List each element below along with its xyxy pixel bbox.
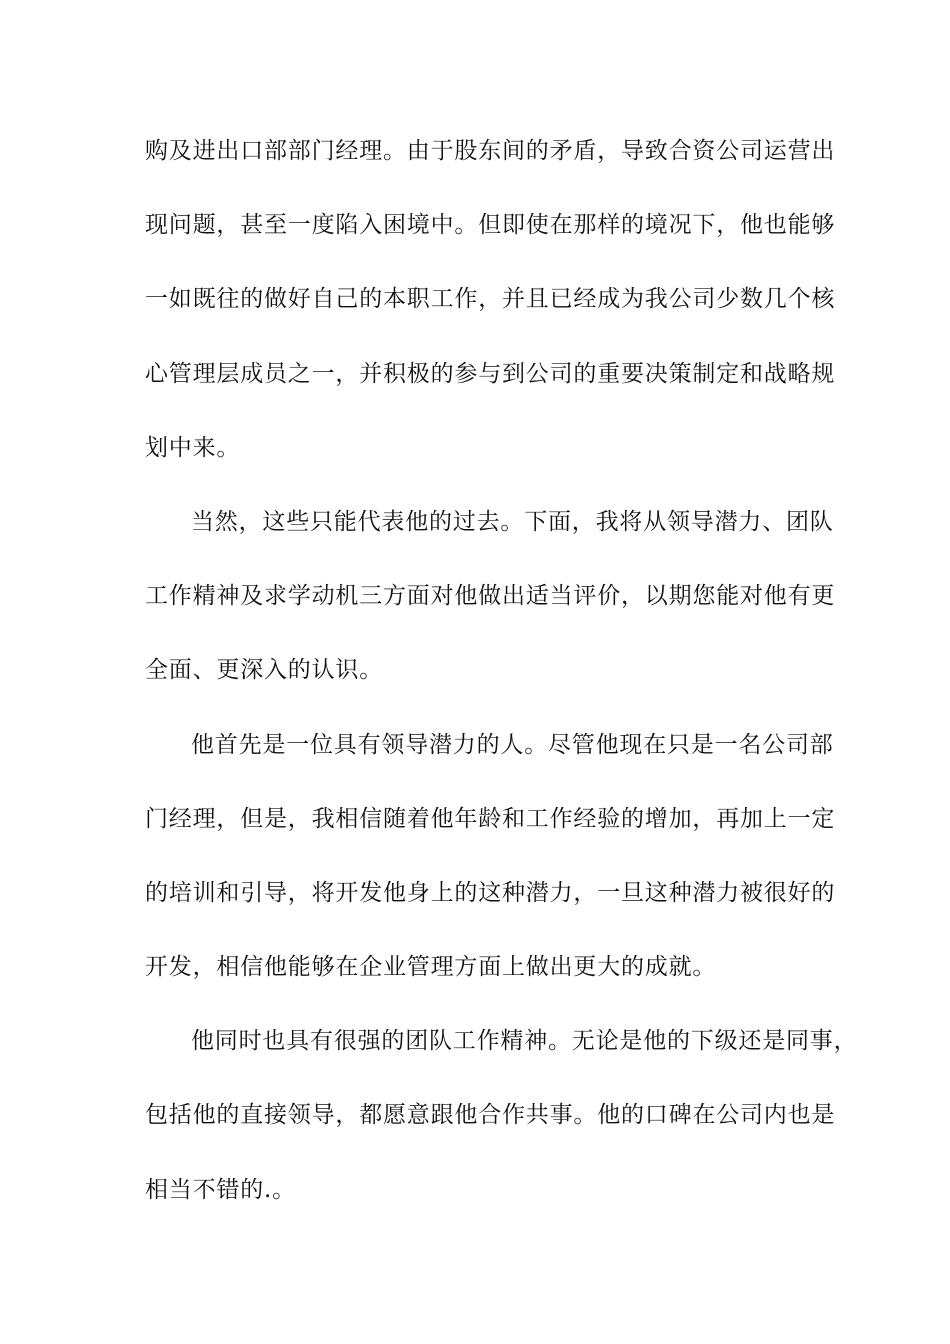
text-line: 工作精神及求学动机三方面对他做出适当评价，以期您能对他有更 — [145, 583, 836, 610]
text-line: 相当不错的.。 — [145, 1176, 296, 1203]
text-line: 包括他的直接领导，都愿意跟他合作共事。他的口碑在公司内也是 — [145, 1102, 836, 1129]
text-line: 的培训和引导，将开发他身上的这种潜力，一旦这种潜力被很好的 — [145, 879, 836, 906]
text-line: 心管理层成员之一，并积极的参与到公司的重要决策制定和战略规 — [145, 360, 836, 387]
document-body — [145, 128, 858, 1241]
text-line: 划中来。 — [145, 434, 241, 461]
text-line: 门经理，但是，我相信随着他年龄和工作经验的增加，再加上一定 — [145, 805, 836, 832]
paragraph-start-line: 他同时也具有很强的团队工作精神。无论是他的下级还是同事， — [191, 1028, 858, 1055]
paragraph-start-line: 他首先是一位具有领导潜力的人。尽管他现在只是一名公司部 — [191, 731, 834, 758]
text-line: 开发，相信他能够在企业管理方面上做出更大的成就。 — [145, 954, 717, 981]
text-line: 一如既往的做好自己的本职工作，并且已经成为我公司少数几个核 — [145, 286, 836, 313]
paragraph-start-line: 当然，这些只能代表他的过去。下面，我将从领导潜力、团队 — [191, 508, 834, 535]
text-line: 购及进出口部部门经理。由于股东间的矛盾，导致合资公司运营出 — [145, 138, 836, 164]
text-line: 现问题，甚至一度陷入困境中。但即使在那样的境况下，他也能够 — [145, 212, 836, 239]
text-line: 全面、更深入的认识。 — [145, 657, 383, 684]
